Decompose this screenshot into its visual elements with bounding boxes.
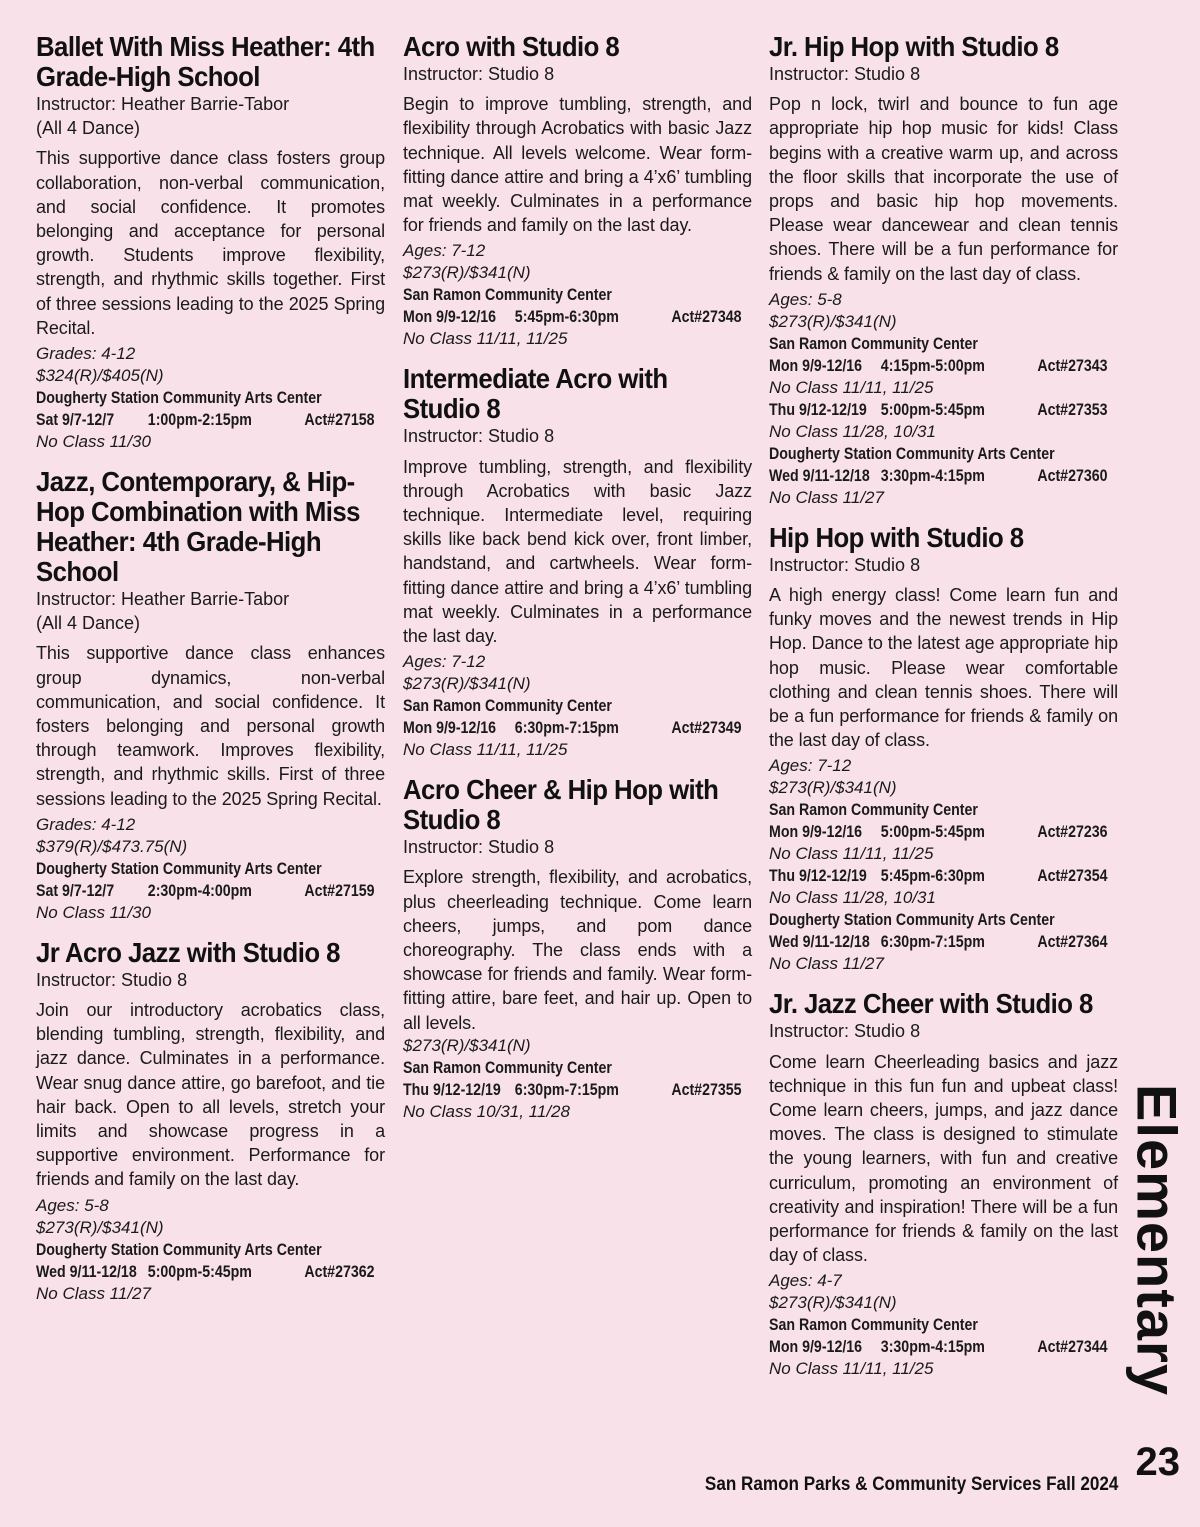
course-location: Dougherty Station Community Arts Center xyxy=(36,859,322,878)
no-class-dates: No Class 11/11, 11/25 xyxy=(403,740,568,760)
session-time: 4:15pm-5:00pm xyxy=(880,356,985,375)
session-dates: Mon 9/9-12/16 xyxy=(769,356,863,375)
session-time: 6:30pm-7:15pm xyxy=(880,933,985,952)
no-class-dates: No Class 11/30 xyxy=(36,902,151,922)
course-ages: Ages: 7-12 xyxy=(769,756,852,776)
course-ages: Ages: 5-8 xyxy=(36,1195,109,1215)
session-time: 3:30pm-4:15pm xyxy=(880,466,985,485)
session-row xyxy=(769,355,1117,377)
section-tab: Elementary xyxy=(1125,1084,1189,1396)
course-instructor: Instructor: Studio 8 xyxy=(769,64,921,84)
session-dates: Wed 9/11-12/18 xyxy=(36,1262,137,1281)
course-title: Ballet With Miss Heather: 4th Grade-High School xyxy=(36,31,375,92)
course-title: Jazz, Contemporary, & Hip-Hop Combination with Miss Heather: 4th Grade-High School xyxy=(36,466,360,588)
no-class-dates: No Class 11/27 xyxy=(769,487,884,507)
page-number: 23 xyxy=(1135,1440,1180,1484)
session-dates: Wed 9/11-12/18 xyxy=(769,933,870,952)
course-description: This supportive dance class enhances group dynamics, non-verbal communication, and social confidence. It fosters belonging and personal growth through teamwork. Improves flexibility, strength, and rhythmic skills. First of three sessions leading to the 2025 Spring Recital. xyxy=(36,643,385,809)
session-time: 3:30pm-4:15pm xyxy=(880,1338,985,1357)
activity-number: Act#27158 xyxy=(304,411,375,430)
course-fee: $379(R)/$473.75(N) xyxy=(36,836,188,856)
course-instructor: Instructor: Studio 8 xyxy=(403,837,555,858)
activity-number: Act#27360 xyxy=(1037,466,1108,485)
course-location: Dougherty Station Community Arts Center xyxy=(769,444,1055,463)
course-description: Come learn Cheerleading basics and jazz technique in this fun fun and upbeat class! Come learn cheers, jumps, and jazz dance moves. The class is designed to stimulate the young learners, with fun and creative curriculum, promoting an environment of creativity and inspiration! There will be a fun performance for friends & family on the last day of class. xyxy=(769,1051,1118,1266)
column-1 xyxy=(36,32,385,1319)
course-fee: $324(R)/$405(N) xyxy=(36,366,164,386)
course-description: Pop n lock, twirl and bounce to fun age appropriate hip hop music for kids! Class begins with a creative warm up, and across the floor skills that incorporate the use of props and basic hip hop movements. Please wear dancewear and clean tennis shoes. There will be a fun performance for friends & family on the last day of class. xyxy=(769,94,1118,284)
course-description: A high energy class! Come learn fun and funky moves and the newest trends in Hip Hop. Dance to the latest age appropriate hip hop music. Please wear comfortable clothing and clean tennis shoes. There will be a fun performance for friends & family on the last day of class. xyxy=(769,585,1118,751)
course-listing xyxy=(36,938,385,1305)
activity-number: Act#27354 xyxy=(1037,867,1108,886)
course-ages: Ages: 7-12 xyxy=(403,241,486,261)
session-time: 5:00pm-5:45pm xyxy=(880,400,985,419)
session-row xyxy=(36,409,384,431)
course-fee: $273(R)/$341(N) xyxy=(769,778,897,798)
activity-number: Act#27344 xyxy=(1037,1338,1108,1357)
course-fee: $273(R)/$341(N) xyxy=(403,1035,531,1055)
course-location: San Ramon Community Center xyxy=(769,334,978,353)
course-listing xyxy=(769,523,1118,976)
session-time: 5:45pm-6:30pm xyxy=(514,308,619,327)
session-row xyxy=(769,1336,1117,1358)
session-row xyxy=(769,931,1117,953)
activity-number: Act#27349 xyxy=(671,719,742,738)
course-fee: $273(R)/$341(N) xyxy=(769,1293,897,1313)
no-class-dates: No Class 11/27 xyxy=(769,954,884,974)
session-time: 2:30pm-4:00pm xyxy=(147,881,252,900)
course-ages: Ages: 4-7 xyxy=(769,1271,842,1291)
course-fee: $273(R)/$341(N) xyxy=(769,311,897,331)
course-title: Jr Acro Jazz with Studio 8 xyxy=(36,936,340,968)
activity-number: Act#27364 xyxy=(1037,933,1108,952)
activity-number: Act#27159 xyxy=(304,881,375,900)
session-row xyxy=(403,717,751,739)
course-location: Dougherty Station Community Arts Center xyxy=(36,389,322,408)
column-3 xyxy=(769,32,1118,1394)
course-listing xyxy=(36,467,385,924)
activity-number: Act#27343 xyxy=(1037,356,1108,375)
course-title: Jr. Hip Hop with Studio 8 xyxy=(769,31,1059,62)
course-title: Jr. Jazz Cheer with Studio 8 xyxy=(769,988,1093,1020)
session-dates: Mon 9/9-12/16 xyxy=(769,1338,863,1357)
session-row xyxy=(36,1261,384,1283)
session-time: 5:00pm-5:45pm xyxy=(880,823,985,842)
course-title: Acro with Studio 8 xyxy=(403,31,620,62)
no-class-dates: No Class 11/30 xyxy=(36,432,151,452)
no-class-dates: No Class 11/28, 10/31 xyxy=(769,421,936,441)
course-description: Join our introductory acrobatics class, blending tumbling, strength, flexibility, and jazz dance. Culminates in a performance. Wear snug dance attire, go barefoot, and tie hair back. Open to all levels, stretch your limits and showcase progress in a supportive environment. Performance for friends and family on the last day. xyxy=(36,1000,385,1190)
course-title: Intermediate Acro with Studio 8 xyxy=(403,363,668,425)
course-listing xyxy=(36,32,385,453)
session-row xyxy=(403,1079,751,1101)
no-class-dates: No Class 11/11, 11/25 xyxy=(769,1359,934,1379)
no-class-dates: No Class 11/11, 11/25 xyxy=(403,329,568,349)
page-footer: San Ramon Parks & Community Services Fall 2024 xyxy=(704,1474,1118,1495)
course-location: San Ramon Community Center xyxy=(403,1058,612,1077)
no-class-dates: No Class 11/11, 11/25 xyxy=(769,844,934,864)
session-dates: Wed 9/11-12/18 xyxy=(769,466,870,485)
course-instructor: Instructor: Studio 8 xyxy=(769,554,921,575)
course-title: Hip Hop with Studio 8 xyxy=(769,521,1024,553)
session-dates: Mon 9/9-12/16 xyxy=(403,719,497,738)
session-time: 5:45pm-6:30pm xyxy=(880,867,985,886)
session-dates: Sat 9/7-12/7 xyxy=(36,881,115,900)
course-fee: $273(R)/$341(N) xyxy=(403,674,531,694)
no-class-dates: No Class 11/27 xyxy=(36,1283,151,1303)
course-instructor: Instructor: Studio 8 xyxy=(769,1021,921,1042)
course-listing xyxy=(769,989,1118,1380)
session-dates: Thu 9/12-12/19 xyxy=(403,1080,501,1099)
session-dates: Thu 9/12-12/19 xyxy=(769,400,867,419)
course-location: San Ramon Community Center xyxy=(403,286,612,305)
course-location: San Ramon Community Center xyxy=(403,697,612,716)
course-fee: $273(R)/$341(N) xyxy=(36,1217,164,1237)
no-class-dates: No Class 11/28, 10/31 xyxy=(769,888,936,908)
session-row xyxy=(769,399,1117,421)
course-listing xyxy=(403,775,752,1123)
session-dates: Mon 9/9-12/16 xyxy=(769,823,863,842)
course-description: Begin to improve tumbling, strength, and flexibility through Acrobatics with basic Jazz technique. All levels welcome. Wear form-fitting dance attire and bring a 4’x6’ tumbling mat weekly. Culminates in a performance for friends and family on the last day. xyxy=(403,94,752,236)
course-listing xyxy=(403,32,752,350)
session-dates: Sat 9/7-12/7 xyxy=(36,411,115,430)
session-row xyxy=(769,465,1117,487)
course-instructor: Instructor: Studio 8 xyxy=(36,969,188,990)
course-instructor: Instructor: Studio 8 xyxy=(403,64,555,84)
course-listing xyxy=(403,364,752,761)
course-description: Explore strength, flexibility, and acrobatics, plus cheerleading technique. Come learn cheers, jumps, and pom dance choreography. The class ends with a showcase for friends and family. Wear form-fitting attire, bare feet, and hair up. Open to all levels. xyxy=(403,867,752,1033)
course-instructor: Instructor: Heather Barrie-Tabor (All 4 Dance) xyxy=(36,589,290,634)
session-time: 6:30pm-7:15pm xyxy=(514,719,619,738)
course-title: Acro Cheer & Hip Hop with Studio 8 xyxy=(403,774,719,836)
session-row xyxy=(403,306,751,328)
course-listing xyxy=(769,32,1118,509)
course-ages: Ages: 7-12 xyxy=(403,652,486,672)
course-location: Dougherty Station Community Arts Center xyxy=(769,911,1055,930)
course-location: San Ramon Community Center xyxy=(769,1316,978,1335)
course-ages: Grades: 4-12 xyxy=(36,814,136,834)
course-location: San Ramon Community Center xyxy=(769,801,978,820)
course-fee: $273(R)/$341(N) xyxy=(403,263,531,283)
session-row xyxy=(36,880,384,902)
session-row xyxy=(769,865,1117,887)
course-instructor: Instructor: Heather Barrie-Tabor (All 4 Dance) xyxy=(36,94,290,139)
activity-number: Act#27355 xyxy=(671,1080,742,1099)
no-class-dates: No Class 10/31, 11/28 xyxy=(403,1101,570,1121)
course-description: This supportive dance class fosters group collaboration, non-verbal communication, and social confidence. It promotes belonging and acceptance for personal growth. Students improve flexibility, strength, and rhythmic skills together. First of three sessions leading to the 2025 Spring Recital. xyxy=(36,148,385,338)
session-time: 1:00pm-2:15pm xyxy=(147,411,252,430)
course-location: Dougherty Station Community Arts Center xyxy=(36,1240,322,1259)
session-time: 5:00pm-5:45pm xyxy=(147,1262,252,1281)
activity-number: Act#27362 xyxy=(304,1262,375,1281)
activity-number: Act#27353 xyxy=(1037,400,1108,419)
course-instructor: Instructor: Studio 8 xyxy=(403,426,555,447)
column-2 xyxy=(403,32,752,1137)
session-dates: Mon 9/9-12/16 xyxy=(403,308,497,327)
session-dates: Thu 9/12-12/19 xyxy=(769,867,867,886)
session-time: 6:30pm-7:15pm xyxy=(514,1080,619,1099)
course-ages: Ages: 5-8 xyxy=(769,289,842,309)
no-class-dates: No Class 11/11, 11/25 xyxy=(769,377,934,397)
course-ages: Grades: 4-12 xyxy=(36,344,136,364)
activity-number: Act#27236 xyxy=(1037,823,1108,842)
course-description: Improve tumbling, strength, and flexibility through Acrobatics with basic Jazz technique. Intermediate level, requiring skills like back bend kick over, front limber, handstand, and cartwheels. Wear form-fitting dance attire and bring a 4’x6’ tumbling mat weekly. Culminates in a performance the last day. xyxy=(403,456,752,647)
session-row xyxy=(769,821,1117,843)
activity-number: Act#27348 xyxy=(671,308,742,327)
